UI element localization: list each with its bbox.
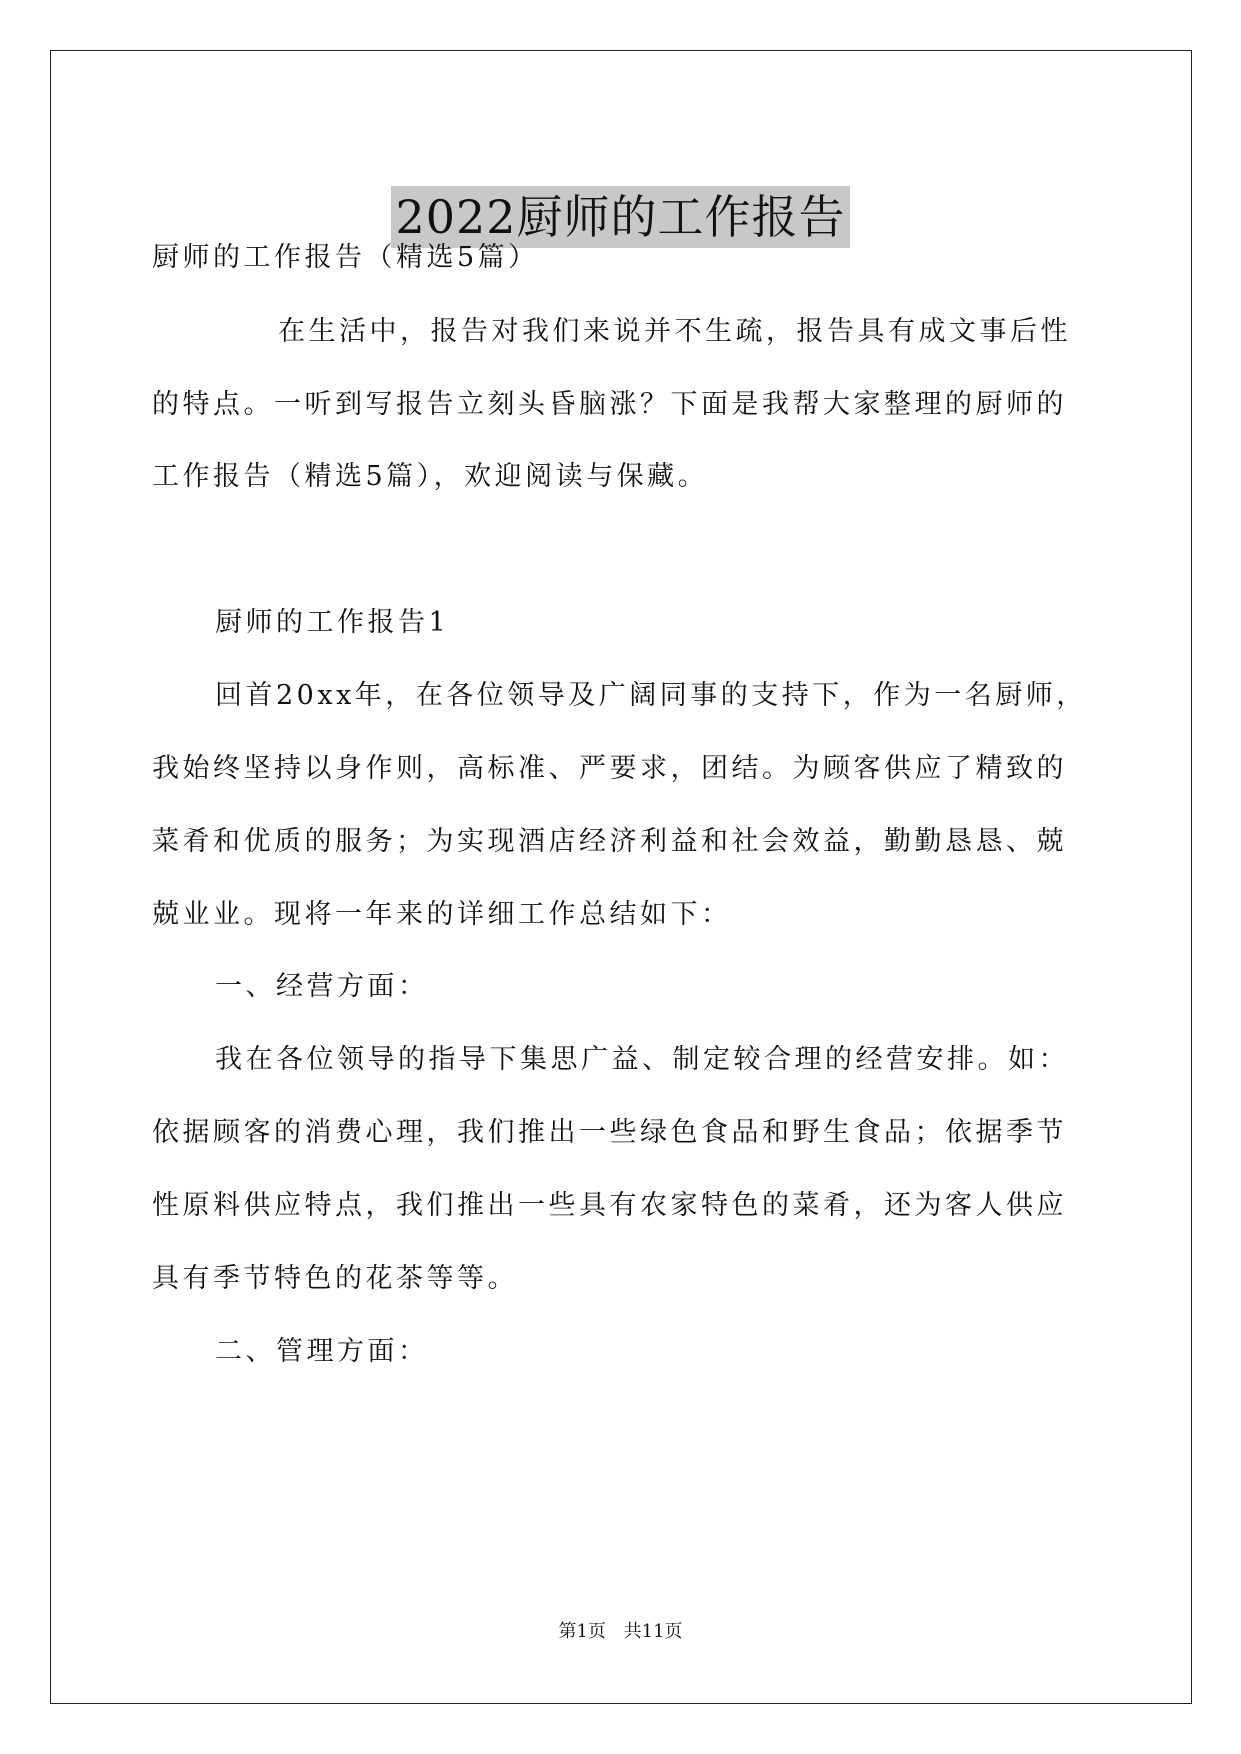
para1-line-3: 菜肴和优质的服务；为实现酒店经济利益和社会效益，勤勤恳恳、兢 bbox=[152, 826, 1067, 857]
page-border bbox=[50, 50, 1192, 1704]
para2-line-3: 性原料供应特点，我们推出一些具有农家特色的菜肴，还为客人供应 bbox=[152, 1190, 1067, 1221]
para1-line-2: 我始终坚持以身作则，高标准、严要求，团结。为顾客供应了精致的 bbox=[152, 753, 1067, 784]
page-total: 共11页 bbox=[623, 1621, 683, 1642]
para2-line-2: 依据顾客的消费心理，我们推出一些绿色食品和野生食品；依据季节 bbox=[152, 1117, 1067, 1148]
document-subtitle: 厨师的工作报告（精选5篇） bbox=[152, 242, 539, 273]
heading-operations: 一、经营方面： bbox=[215, 971, 429, 1002]
para1-line-1: 回首20xx年，在各位领导及广阔同事的支持下，作为一名厨师， bbox=[215, 680, 1087, 711]
para2-line-4: 具有季节特色的花茶等等。 bbox=[152, 1263, 518, 1294]
para1-line-4: 兢业业。现将一年来的详细工作总结如下： bbox=[152, 899, 732, 930]
intro-line-3: 工作报告（精选5篇），欢迎阅读与保藏。 bbox=[152, 461, 709, 492]
document-title: 2022厨师的工作报告 bbox=[391, 186, 849, 248]
section-heading: 厨师的工作报告1 bbox=[215, 607, 450, 638]
intro-line-2: 的特点。一听到写报告立刻头昏脑涨？下面是我帮大家整理的厨师的 bbox=[152, 389, 1067, 420]
para2-line-1: 我在各位领导的指导下集思广益、制定较合理的经营安排。如： bbox=[215, 1044, 1069, 1075]
page-number: 第1页 bbox=[558, 1621, 606, 1642]
heading-management: 二、管理方面： bbox=[215, 1336, 429, 1367]
intro-line-1: 在生活中，报告对我们来说并不生疏，报告具有成文事后性 bbox=[278, 316, 1071, 347]
page-footer bbox=[0, 1620, 1241, 1644]
